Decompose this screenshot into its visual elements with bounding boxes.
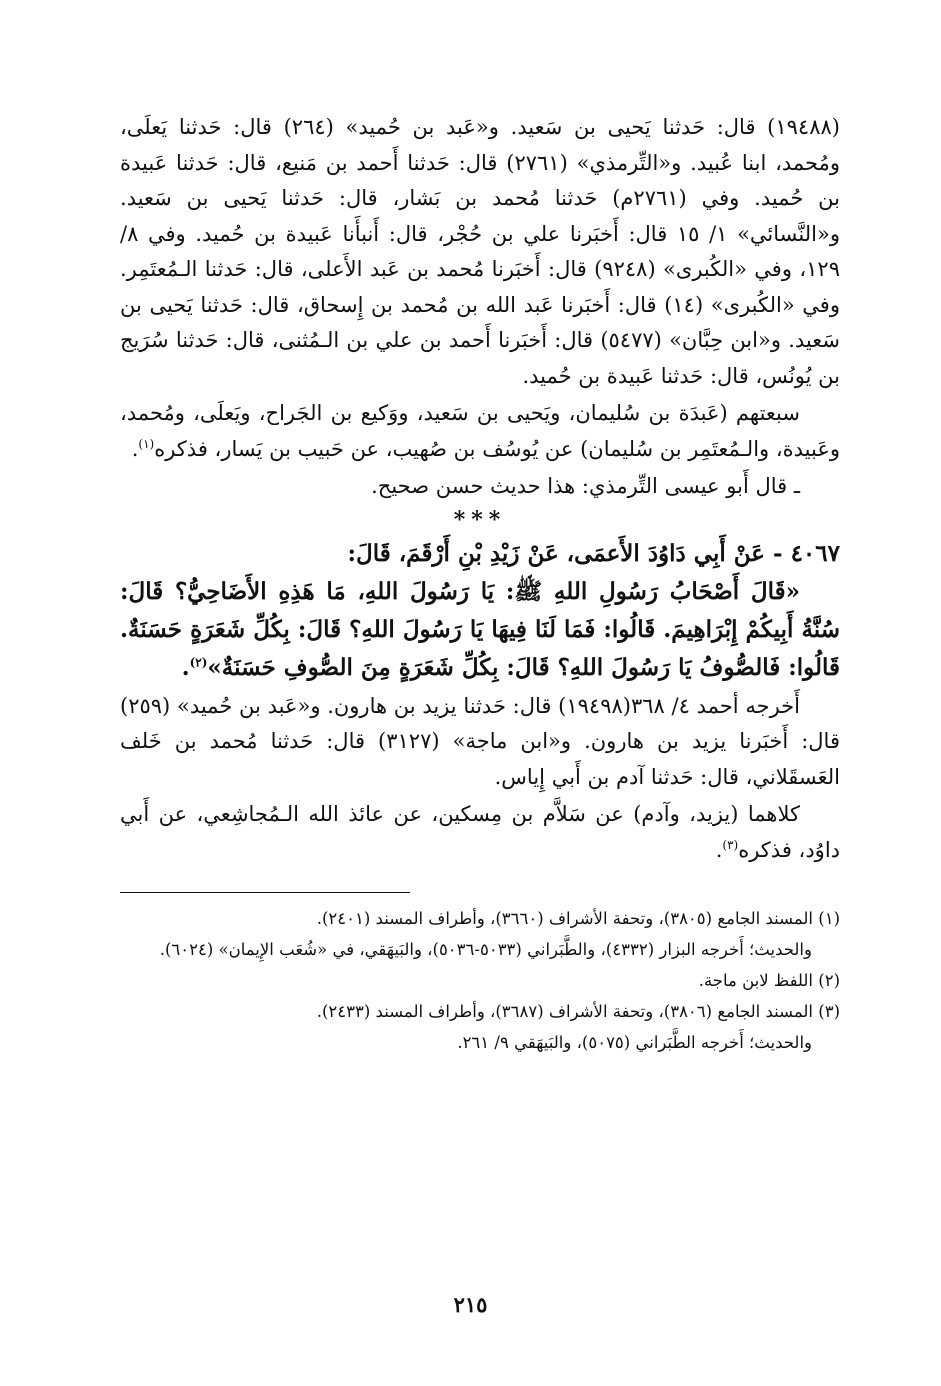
hadith-body: «قَالَ أَصْحَابُ رَسُولِ اللهِ ﷺ: يَا رَسُولَ اللهِ، مَا هَذِهِ الأَضَاحِيُّ؟ قَالَ: سُنَّةُ أَبِيكُمْ إِبْرَاهِيمَ. قَالُوا: فَمَا لَنَا فِيهَا يَا رَسُولَ اللهِ؟ قَالَ: بِكُلِّ شَعَرَةٍ حَسَنَةٌ. قَالُوا: فَالصُّوفُ يَا رَسُولَ اللهِ؟ قَالَ: بِكُلِّ شَعَرَةٍ مِنَ الصُّوفِ حَسَنَةٌ» xyxy=(120,577,840,681)
footnote-3-detail: والحديث؛ أَخرجه الطَّبَراني (٥٠٧٥)، والبَيهَقي ٩/ ٢٦١. xyxy=(457,1033,812,1052)
footnotes xyxy=(120,903,840,1058)
footnote-2: (٢) اللفظ لابن ماجة. xyxy=(698,971,840,990)
section-divider: *** xyxy=(453,506,507,533)
tirmidhi-grading: ـ قال أَبو عيسى التِّرمذي: هذا حديث حسن صحيح. xyxy=(371,474,800,498)
takhrij-paragraph-2: أَخرجه أحمد ٤/ ٣٦٨(١٩٤٩٨) قال: حَدثنا يزيد بن هارون. و«عَبد بن حُميد» (٢٥٩) قال: أَخبَرنا يزيد بن هارون. و«ابن ماجة» (٣١٢٧) قال: حَدثنا مُحمد بن خَلف العَسقَلاني، قال: حَدثنا آدم بن أَبي إِياس. xyxy=(120,693,840,789)
page-number: ٢١٥ xyxy=(453,1292,488,1317)
narrators-text: سبعتهم (عَبدَة بن سُليمان، ويَحيى بن سَعيد، ووَكيع بن الجَراح، ويَعلَى، ومُحمد، وعَبيدة، والـمُعتَمِر بن سُليمان) عن يُوسُف بن صُهيب، عن حَبيب بن يَسار، فذكره xyxy=(120,401,840,461)
takhrij-paragraph: (١٩٤٨٨) قال: حَدثنا يَحيى بن سَعيد. و«عَبد بن حُميد» (٢٦٤) قال: حَدثنا يَعلَى، ومُحمد، ابنا عُبيد. و«التِّرمذي» (٢٧٦١) قال: حَدثنا أَحمد بن مَنيع، قال: حَدثنا عَبيدة بن حُميد. وفي (٢٧٦١م) حَدثنا مُحمد بن بَشار، قال: حَدثنا يَحيى بن سَعيد. و«النَّسائي» ١/ ١٥ قال: أَخبَرنا علي بن حُجْر، قال: أَنبأَنا عَبيدة بن حُميد. وفي ٨/ ١٢٩، وفي «الكُبرى» (٩٢٤٨) قال: أَخبَرنا مُحمد بن عَبد الأَعلى، قال: حَدثنا الـمُعتَمِر. وفي «الكُبرى» (١٤) قال: أَخبَرنا عَبد الله بن مُحمد بن إِسحاق، قال: حَدثنا يَحيى بن سَعيد. و«ابن حِبَّان» (٥٤٧٧) قال: أَخبَرنا أَحمد بن علي بن الـمُثنى، قال: حَدثنا سُرَيج بن يُونُس، قال: حَدثنا عَبيدة بن حُميد. xyxy=(120,115,840,388)
chain-paragraph: كلاهما (يزيد، وآدم) عن سَلاَّم بن مِسكين، عن عائذ الله الـمُجاشِعي، عن أَبي داوُد، فذكره$^{(٣)}$. xyxy=(120,802,840,862)
footnote-ref-2: (٢) xyxy=(189,654,208,669)
footnote-ref-1: (١) xyxy=(138,436,155,451)
footnote-1-detail: والحديث؛ أَخرجه البزار (٤٣٣٢)، والطَّبَراني (٥٠٣٣-٥٠٣٦)، والبَيهَقي، في «شُعَب الإِيمان» (٦٠٢٤). xyxy=(159,940,812,959)
footnote-separator xyxy=(120,892,410,893)
hadith-text: «قَالَ أَصْحَابُ رَسُولِ اللهِ ﷺ: يَا رَسُولَ اللهِ، مَا هَذِهِ الأَضَاحِيُّ؟ قَالَ: سُنَّةُ أَبِيكُمْ إِبْرَاهِيمَ. قَالُوا: فَمَا لَنَا فِيهَا يَا رَسُولَ اللهِ؟ قَالَ: بِكُلِّ شَعَرَةٍ حَسَنَةٌ. قَالُوا: فَالصُّوفُ يَا رَسُولَ اللهِ؟ قَالَ: بِكُلِّ شَعَرَةٍ مِنَ الصُّوفِ حَسَنَةٌ»$^{(٢)}$. xyxy=(120,577,840,681)
footnote-1: (١) المسند الجامع (٣٨٠٥)، وتحفة الأشراف (٣٦٦٠)، وأطراف المسند (٢٤٠١). xyxy=(316,909,840,928)
chain-text: كلاهما (يزيد، وآدم) عن سَلاَّم بن مِسكين، عن عائذ الله الـمُجاشِعي، عن أَبي داوُد، فذكره xyxy=(120,802,840,862)
page-content xyxy=(120,110,840,1058)
footnote-ref-3: (٣) xyxy=(722,837,739,852)
footnote-3: (٣) المسند الجامع (٣٨٠٦)، وتحفة الأشراف (٣٦٨٧)، وأطراف المسند (٢٤٣٣). xyxy=(316,1002,840,1021)
hadith-heading: ٤٠٦٧ - عَنْ أَبِي دَاوُدَ الأَعمَى، عَنْ زَيْدِ بْنِ أَرْقَمَ، قَالَ: xyxy=(347,539,840,567)
narrators-paragraph: سبعتهم (عَبدَة بن سُليمان، ويَحيى بن سَعيد، ووَكيع بن الجَراح، ويَعلَى، ومُحمد، وعَبيدة، والـمُعتَمِر بن سُليمان) عن يُوسُف بن صُهيب، عن حَبيب بن يَسار، فذكره$^{(١)}$. xyxy=(120,401,840,461)
